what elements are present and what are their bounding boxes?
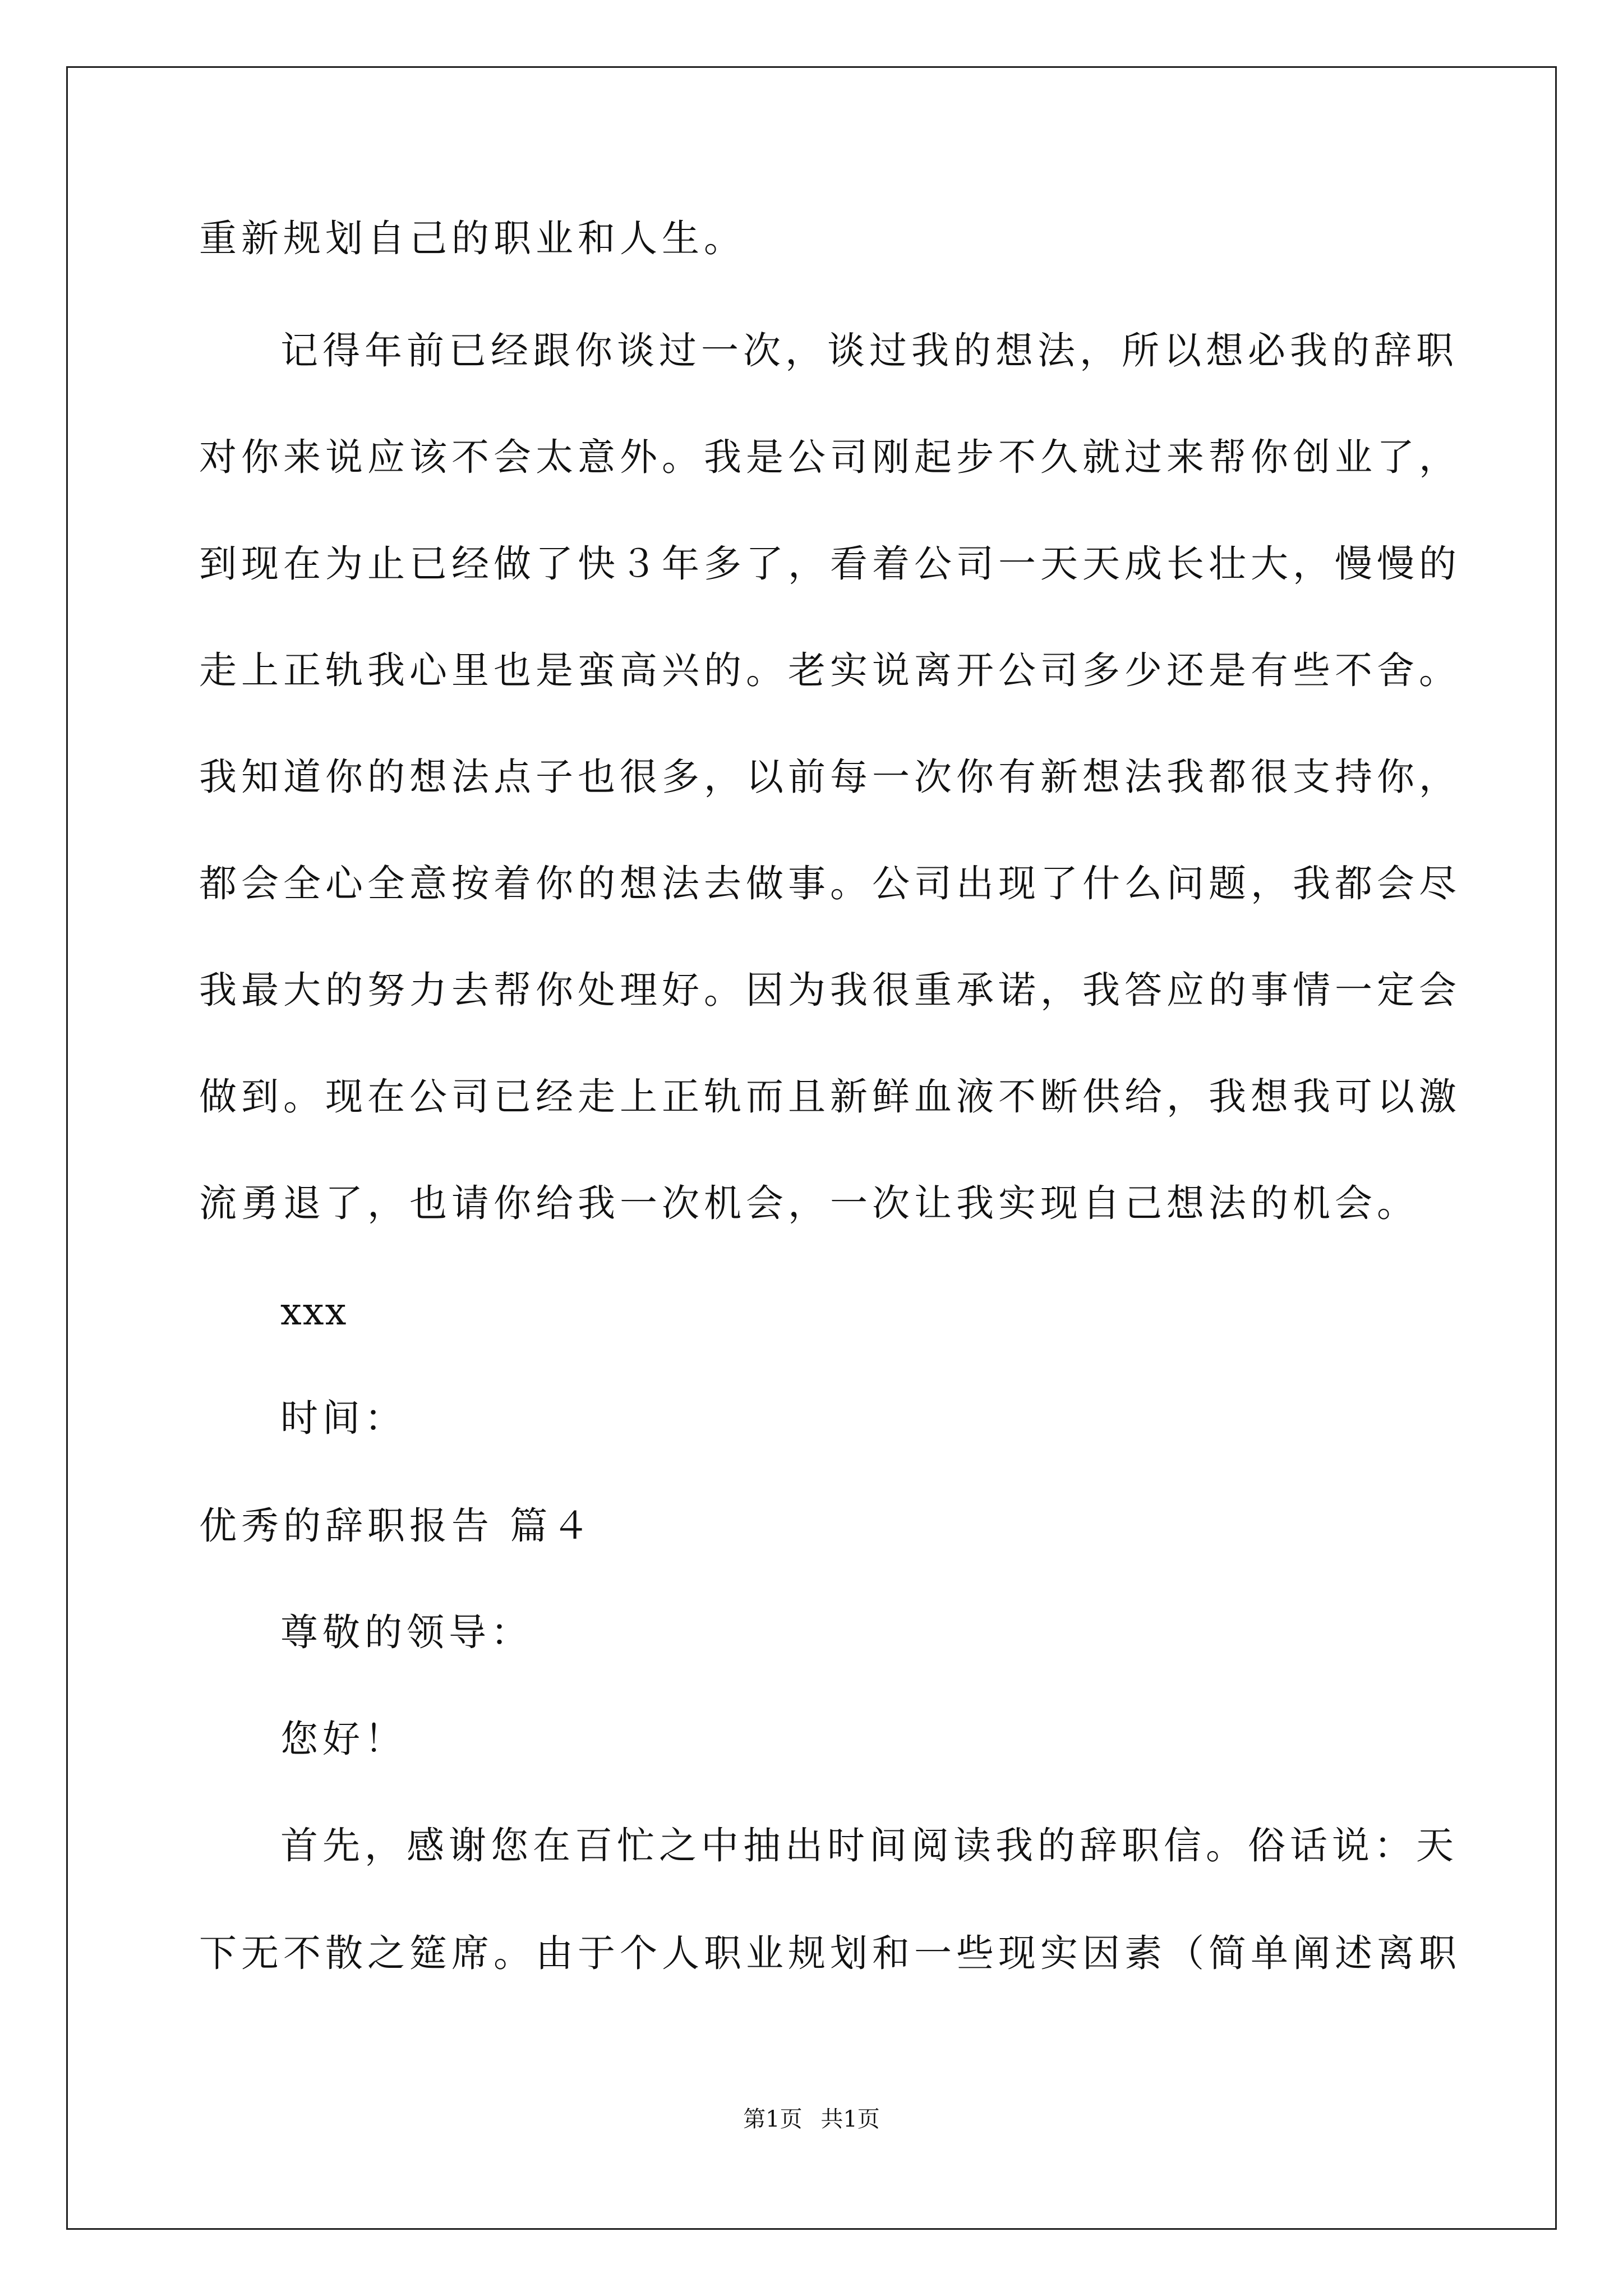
text-line: 走上正轨我心里也是蛮高兴的。老实说离开公司多少还是有些不舍。 <box>199 648 1461 692</box>
page-footer <box>0 2102 1623 2136</box>
signature-name: xxx <box>280 1290 348 1333</box>
page-number: 第1页 <box>743 2106 803 2132</box>
greeting: 您好！ <box>280 1717 407 1761</box>
page-total: 共1页 <box>820 2106 880 2132</box>
text-line: 我知道你的想法点子也很多，以前每一次你有新想法我都很支持你， <box>199 755 1461 799</box>
paragraph-start: 记得年前已经跟你谈过一次，谈过我的想法，所以想必我的辞职 <box>280 329 1458 372</box>
page-border <box>66 66 1557 2230</box>
text-line: 我最大的努力去帮你处理好。因为我很重承诺，我答应的事情一定会 <box>199 968 1461 1012</box>
date-label: 时间： <box>280 1396 407 1440</box>
salutation: 尊敬的领导： <box>280 1611 533 1654</box>
text-line: 下无不散之筵席。由于个人职业规划和一些现实因素（简单阐述离职 <box>199 1931 1461 1975</box>
section-heading: 优秀的辞职报告 篇４ <box>199 1504 594 1548</box>
text-line: 做到。现在公司已经走上正轨而且新鲜血液不断供给，我想我可以激 <box>199 1075 1461 1119</box>
text-line: 到现在为止已经做了快３年多了，看着公司一天天成长壮大，慢慢的 <box>199 542 1461 586</box>
text-line: 对你来说应该不会太意外。我是公司刚起步不久就过来帮你创业了， <box>199 435 1461 479</box>
text-line: 流勇退了，也请你给我一次机会，一次让我实现自己想法的机会。 <box>199 1181 1419 1225</box>
text-line: 重新规划自己的职业和人生。 <box>199 217 746 260</box>
paragraph-start: 首先，感谢您在百忙之中抽出时间阅读我的辞职信。俗话说：天 <box>280 1824 1458 1867</box>
text-line: 都会全心全意按着你的想法去做事。公司出现了什么问题，我都会尽 <box>199 862 1461 905</box>
